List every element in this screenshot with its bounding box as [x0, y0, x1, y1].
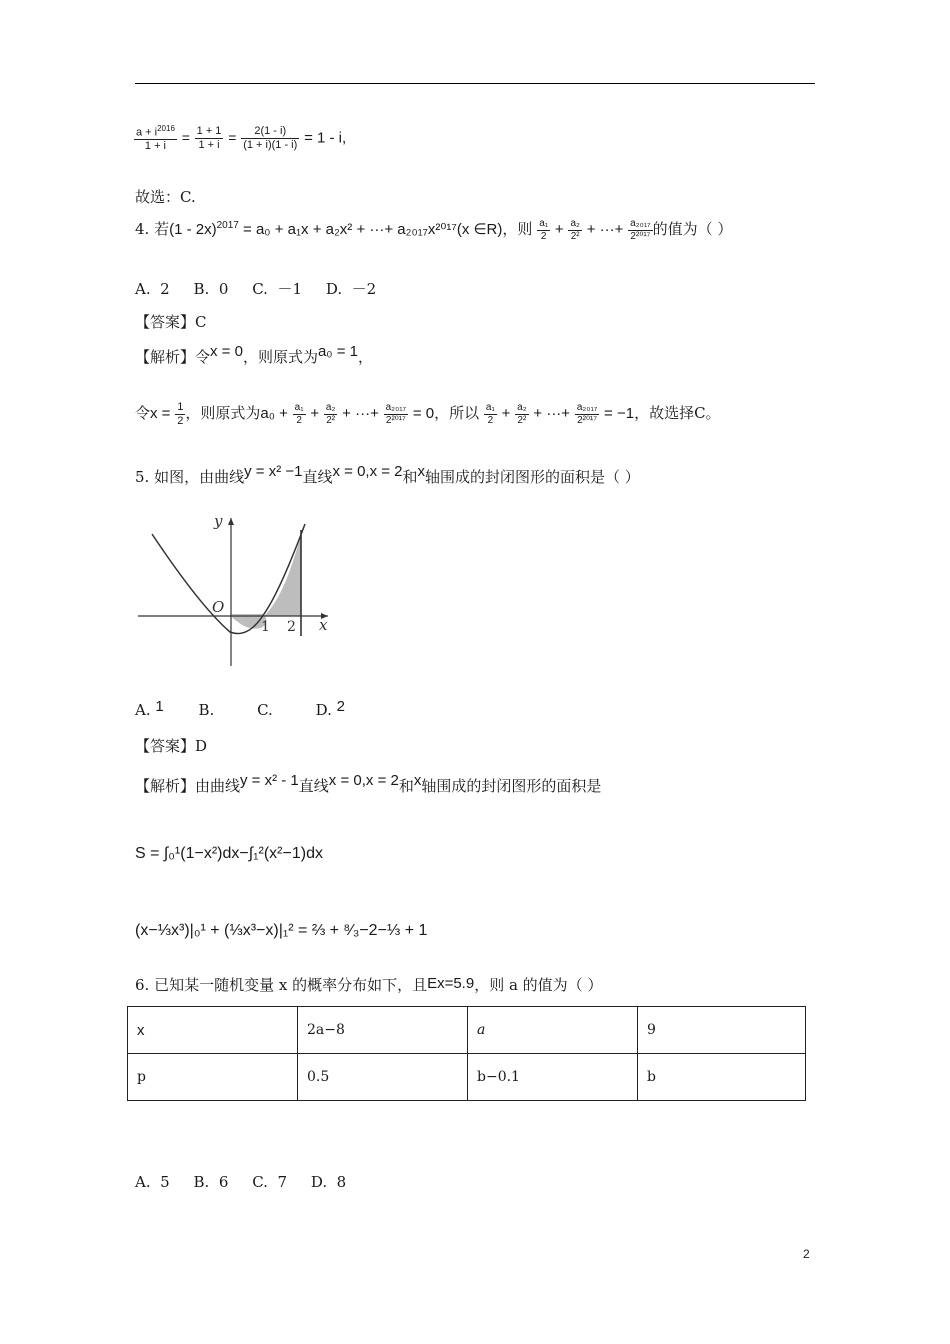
table-cell: p — [128, 1054, 298, 1101]
top-equation: $\frac{a + i^{2016}}{1 + i}$ = $\frac{1 + 1}{1 + i}$ = $\frac{2(1 - i)}{(1 + i)(1 - i)}$ = 1 - i, — [136, 124, 347, 153]
table-cell: 9 — [638, 1007, 806, 1054]
table-cell: 2a−8 — [298, 1007, 468, 1054]
q4-analysis-line2: 令x = $\frac{1}{2}$ ，则原式为a₀ + $\frac{\text{a₁}}{2}$ + $\frac{\text{a₂}}{\text{2²}}$ + ···+ $\frac{\text{a₂₀₁₇}}{\text{2²⁰¹⁷}}$ = 0，所以 $\frac{\text{a₁}}{2}$ + $\frac{\text{a₂}}{\text{2²}}$ + ···+ $\frac{\text{a₂₀₁₇}}{\text{2²⁰¹⁷}}$ = −1，故选择C。 — [135, 401, 721, 427]
area-integral: S = ∫₀¹(1−x²)dx−∫₁²(x²−1)dx — [135, 845, 323, 862]
choice-text: 故选：C. — [135, 188, 196, 206]
origin-label: O — [212, 598, 225, 616]
q5-options: A. 1 B. C. D. 2 — [135, 698, 345, 719]
fraction-1: $\frac{a + i^{2016}}{1 + i}$ — [136, 124, 175, 153]
fraction-2: $\frac{1 + 1}{1 + i}$ — [196, 125, 222, 151]
integral-evaluation: (x−⅓x³)|₀¹ + (⅓x³−x)|₁² = ⅔ + ⁸⁄₃−2−⅓ + 1 — [135, 922, 428, 939]
q4-statement: 4. 若(1 - 2x)$^{2017}$ = a₀ + a₁x + a₂x² + ···+ a₂₀₁₇x²⁰¹⁷(x ∈R)，则 $\frac{\text{a₁}}{2}$ + $\frac{\text{a₂}}{\text{2²}}$ + ···+ $\frac{\text{a₂₀₁₇}}{\text{2²⁰¹⁷}}$ 的值为（ ） — [135, 218, 733, 242]
table-cell: 0.5 — [298, 1054, 468, 1101]
x-axis-label: x — [319, 616, 328, 634]
y-axis-arrow — [228, 518, 234, 525]
q4-analysis: 【解析】令x = 0，则原式为a₀ = 1， — [135, 343, 373, 366]
q4-answer: 【答案】C — [135, 313, 207, 331]
table-cell: b−0.1 — [468, 1054, 638, 1101]
q5-graph — [130, 506, 340, 672]
table-cell: b — [638, 1054, 806, 1101]
table-cell: a — [468, 1007, 638, 1054]
table-row — [128, 1007, 806, 1054]
q6-statement: 6. 已知某一随机变量 x 的概率分布如下，且Ex=5.9，则 a 的值为（ ） — [135, 975, 603, 994]
y-axis-label: y — [214, 512, 223, 530]
fraction-3: $\frac{2(1 - i)}{(1 + i)(1 - i)}$ — [243, 125, 298, 151]
q6-options: A. 5 B. 6 C. 7 D. 8 — [135, 1173, 347, 1191]
table-row — [128, 1054, 806, 1101]
tick-label-1: 1 — [261, 619, 270, 635]
page-number: 2 — [803, 1247, 810, 1261]
table-cell: x — [128, 1007, 298, 1054]
q5-answer: 【答案】D — [135, 737, 208, 755]
q4-options: A. 2 B. 0 C. －1 D. －2 — [135, 280, 377, 298]
tick-label-2: 2 — [287, 619, 296, 635]
q5-statement: 5. 如图，由曲线y = x² −1直线x = 0,x = 2和x轴围成的封闭图形的面积是（ ） — [135, 463, 640, 486]
probability-table — [127, 1006, 806, 1101]
header-rule — [135, 83, 815, 84]
q5-analysis: 【解析】由曲线y = x² - 1直线x = 0,x = 2和x轴围成的封闭图形的面积是 — [135, 772, 602, 795]
parabola-curve — [152, 524, 305, 634]
